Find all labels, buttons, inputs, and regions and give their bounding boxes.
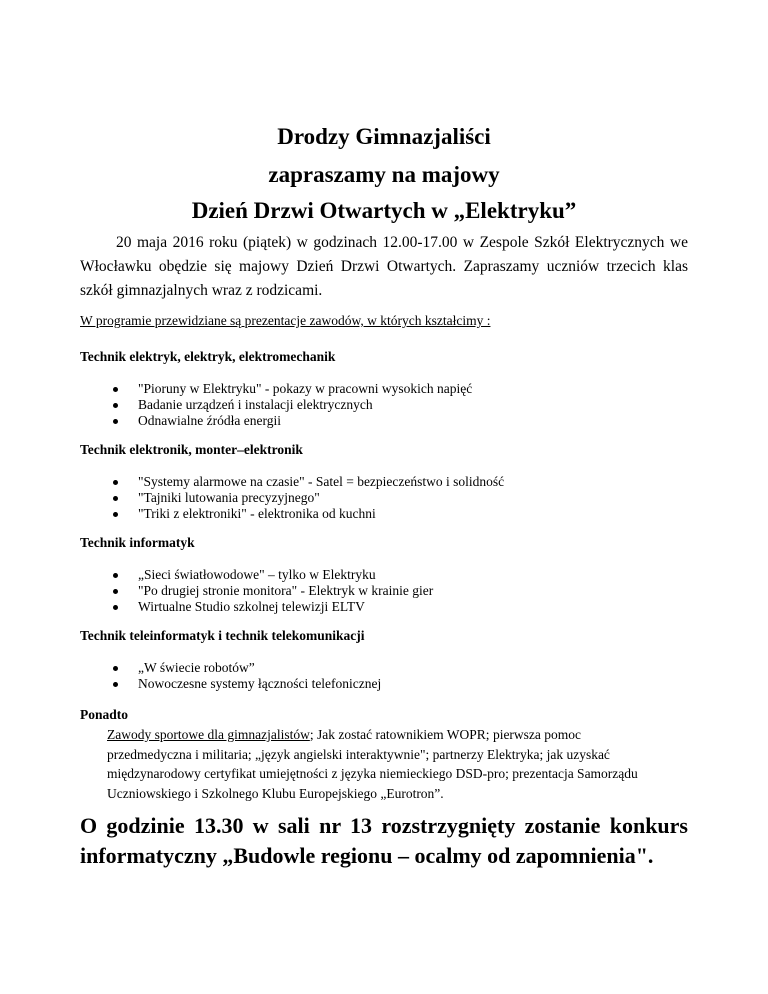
- program-intro: W programie przewidziane są prezentacje zawodów, w których kształcimy :: [80, 313, 491, 328]
- list-item: „Sieci światłowodowe" – tylko w Elektryku: [80, 567, 433, 583]
- intro-paragraph: 20 maja 2016 roku (piątek) w godzinach 12.00-17.00 w Zespole Szkół Elektrycznych we Włocławku obędzie się majowy Dzień Drzwi Otwartych. Zapraszamy uczniów trzecich klas szkół gimnazjalnych wraz z rodzicami.: [80, 234, 688, 299]
- list-item: "Po drugiej stronie monitora" - Elektryk w krainie gier: [80, 583, 433, 599]
- title-event: Dzień Drzwi Otwartych w „Elektryku”: [191, 198, 577, 223]
- list-item: "Tajniki lutowania precyzyjnego": [80, 490, 504, 506]
- section-list-elektronik: [80, 474, 504, 522]
- list-item: Badanie urządzeń i instalacji elektrycznych: [80, 397, 472, 413]
- ponadto-paragraph: [107, 725, 667, 803]
- section-heading-ponadto: Ponadto: [80, 707, 129, 722]
- list-item: Nowoczesne systemy łączności telefonicznej: [80, 676, 381, 692]
- section-list-informatyk: [80, 567, 433, 615]
- list-item: "Pioruny w Elektryku" - pokazy w pracowni wysokich napięć: [80, 381, 472, 397]
- ponadto-rest-text: ; Jak zostać ratownikiem WOPR; pierwsza pomoc przedmedyczna i militaria; „język angielski interaktywnie"; partnerzy Elektryka; jak uzyskać międzynarodowy certyfikat umiejętności z języka niemieckiego DSD-pro; prezentacja Samorządu Uczniowskiego i Szkolnego Klubu Europejskiego „Eurotron”.: [107, 727, 638, 801]
- section-list-teleinformatyk: [80, 660, 381, 692]
- list-item: "Triki z elektroniki" - elektronika od kuchni: [80, 506, 504, 522]
- list-item: Odnawialne źródła energii: [80, 413, 472, 429]
- ponadto-sports-text: Zawody sportowe dla gimnazjalistów: [107, 727, 310, 742]
- title-greeting: Drodzy Gimnazjaliści: [277, 124, 491, 149]
- section-list-elektryk: [80, 381, 472, 429]
- section-heading-informatyk: Technik informatyk: [80, 535, 195, 550]
- list-item: „W świecie robotów”: [80, 660, 381, 676]
- title-invitation: zapraszamy na majowy: [268, 162, 500, 187]
- section-heading-teleinformatyk: Technik teleinformatyk i technik telekomunikacji: [80, 628, 365, 643]
- section-heading-elektronik: Technik elektronik, monter–elektronik: [80, 442, 303, 457]
- list-item: "Systemy alarmowe na czasie" - Satel = bezpieczeństwo i solidność: [80, 474, 504, 490]
- list-item: Wirtualne Studio szkolnej telewizji ELTV: [80, 599, 433, 615]
- section-heading-elektryk: Technik elektryk, elektryk, elektromechanik: [80, 349, 336, 364]
- contest-announcement: O godzinie 13.30 w sali nr 13 rozstrzygnięty zostanie konkurs informatyczny „Budowle regionu – ocalmy od zapomnienia".: [80, 813, 688, 868]
